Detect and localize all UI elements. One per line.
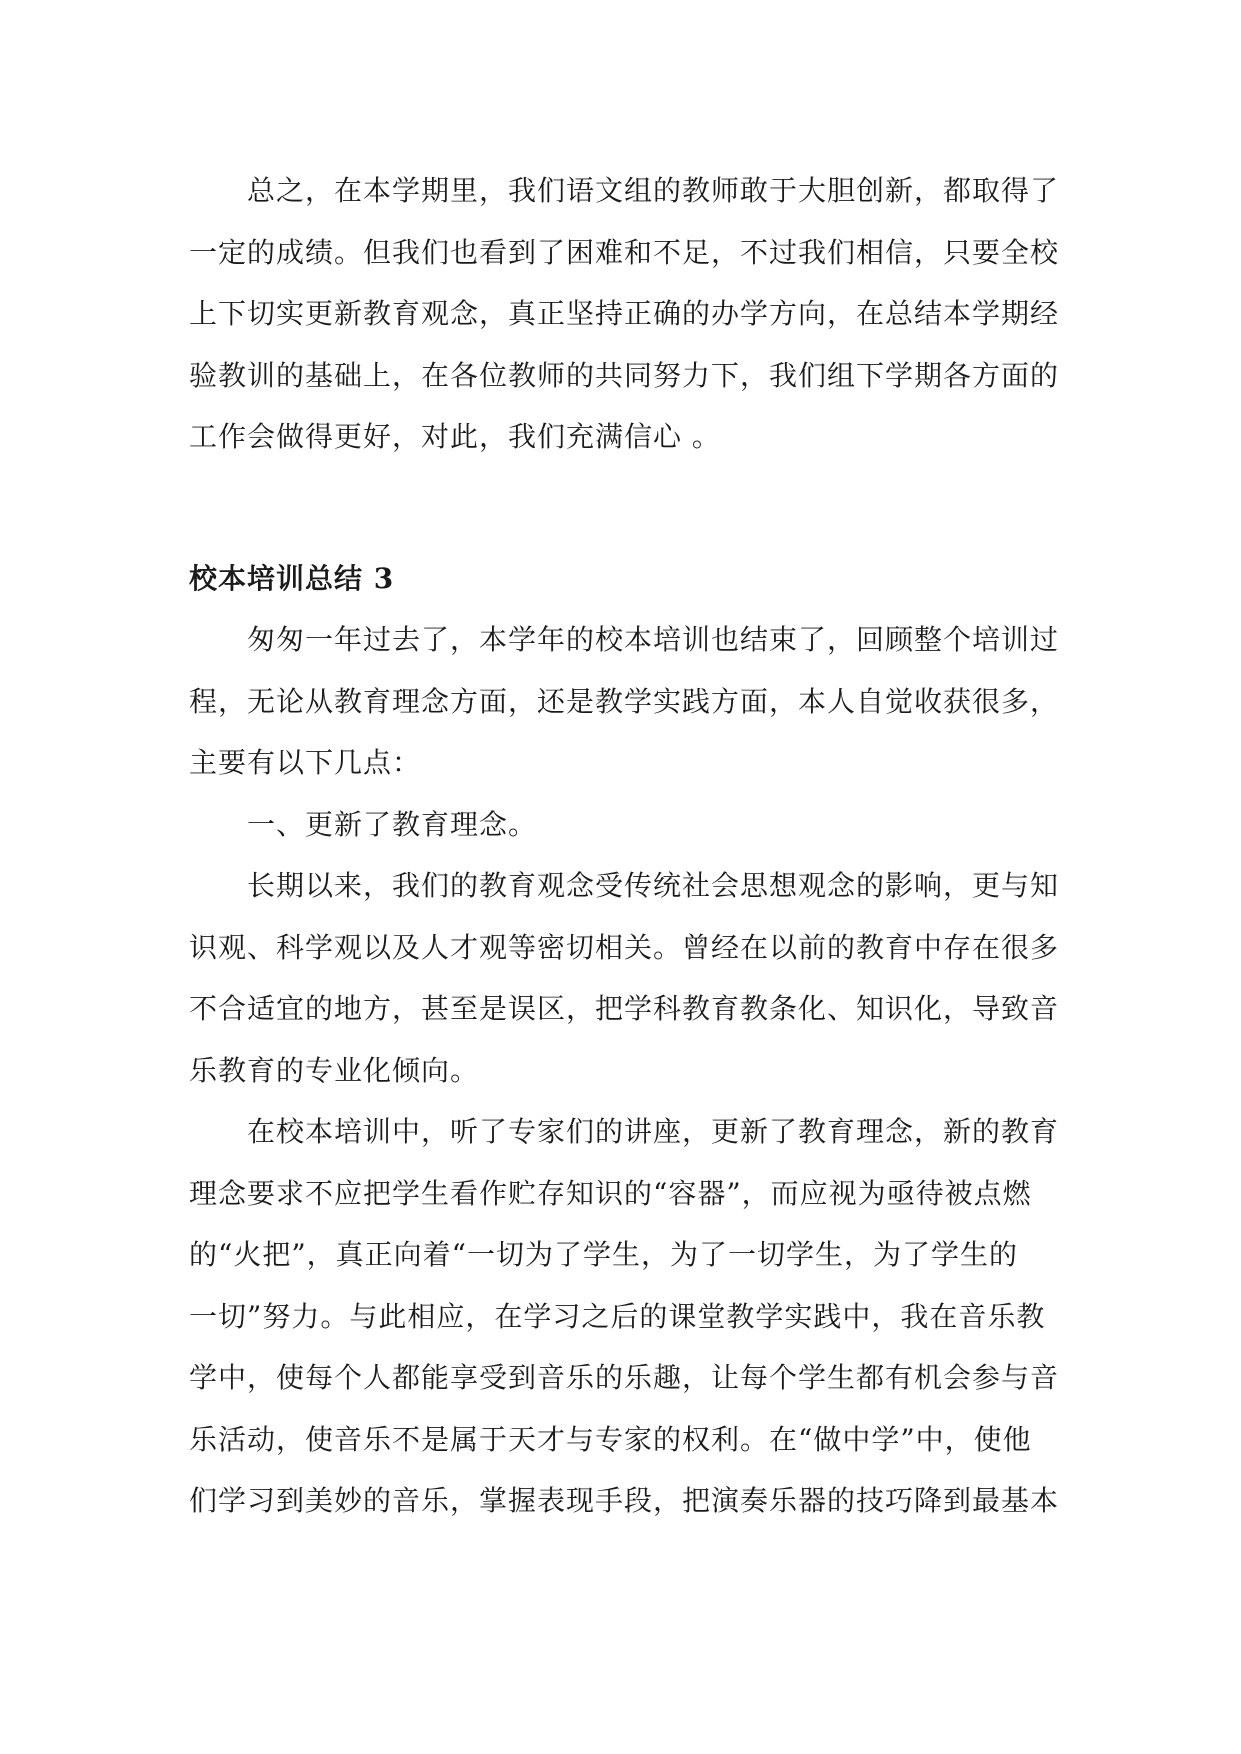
text-line: 程，无论从教育理念方面，还是教学实践方面，本人自觉收获很多， [189,684,1060,718]
document-page [189,160,1060,1532]
text-line: 乐活动，使音乐不是属于天才与专家的权利。在“做中学”中，使他 [189,1422,1032,1456]
section-spacer [189,468,1049,548]
text-line: 识观、科学观以及人才观等密切相关。曾经在以前的教育中存在很多 [189,930,1060,964]
text-line: 不合适宜的地方，甚至是误区，把学科教育教条化、知识化，导致音 [189,992,1060,1025]
text-line: 理念要求不应把学生看作贮存知识的“容器”，而应视为亟待被点燃 [189,1176,1032,1210]
text-line: 的“火把”，真正向着“一切为了学生，为了一切学生，为了学生的 [189,1238,1018,1271]
body-paragraph-2 [189,1101,1060,1532]
text-line: 总之，在本学期里，我们语文组的教师敢于大胆创新，都取得了 [247,174,1060,207]
text-line: 一切”努力。与此相应，在学习之后的课堂教学实践中，我在音乐教 [189,1299,1046,1333]
section-heading: 校本培训总结 3 [189,561,395,595]
text-line: 匆匆一年过去了，本学年的校本培训也结束了，回顾整个培训过 [247,623,1060,656]
text-line: 主要有以下几点： [189,746,422,779]
text-line: 长期以来，我们的教育观念受传统社会思想观念的影响，更与知 [247,869,1060,902]
text-line: 学中，使每个人都能享受到音乐的乐趣，让每个学生都有机会参与音 [189,1361,1060,1394]
text-line: 们学习到美妙的音乐，掌握表现手段，把演奏乐器的技巧降到最基本 [189,1484,1060,1517]
intro-paragraph [189,609,1060,794]
closing-paragraph [189,160,1060,468]
point-heading [189,794,1049,856]
body-paragraph-1 [189,855,1060,1101]
text-line: 乐教育的专业化倾向。 [189,1053,480,1087]
text-line: 工作会做得更好，对此，我们充满信心 。 [189,420,721,453]
text-line: 在校本培训中，听了专家们的讲座，更新了教育理念，新的教育 [247,1115,1060,1148]
text-line: 上下切实更新教育观念，真正坚持正确的办学方向，在总结本学期经 [189,297,1060,330]
text-line: 一、更新了教育理念。 [247,807,538,841]
text-line: 验教训的基础上，在各位教师的共同努力下，我们组下学期各方面的 [189,358,1060,392]
text-line: 一定的成绩。但我们也看到了困难和不足，不过我们相信，只要全校 [189,235,1060,269]
